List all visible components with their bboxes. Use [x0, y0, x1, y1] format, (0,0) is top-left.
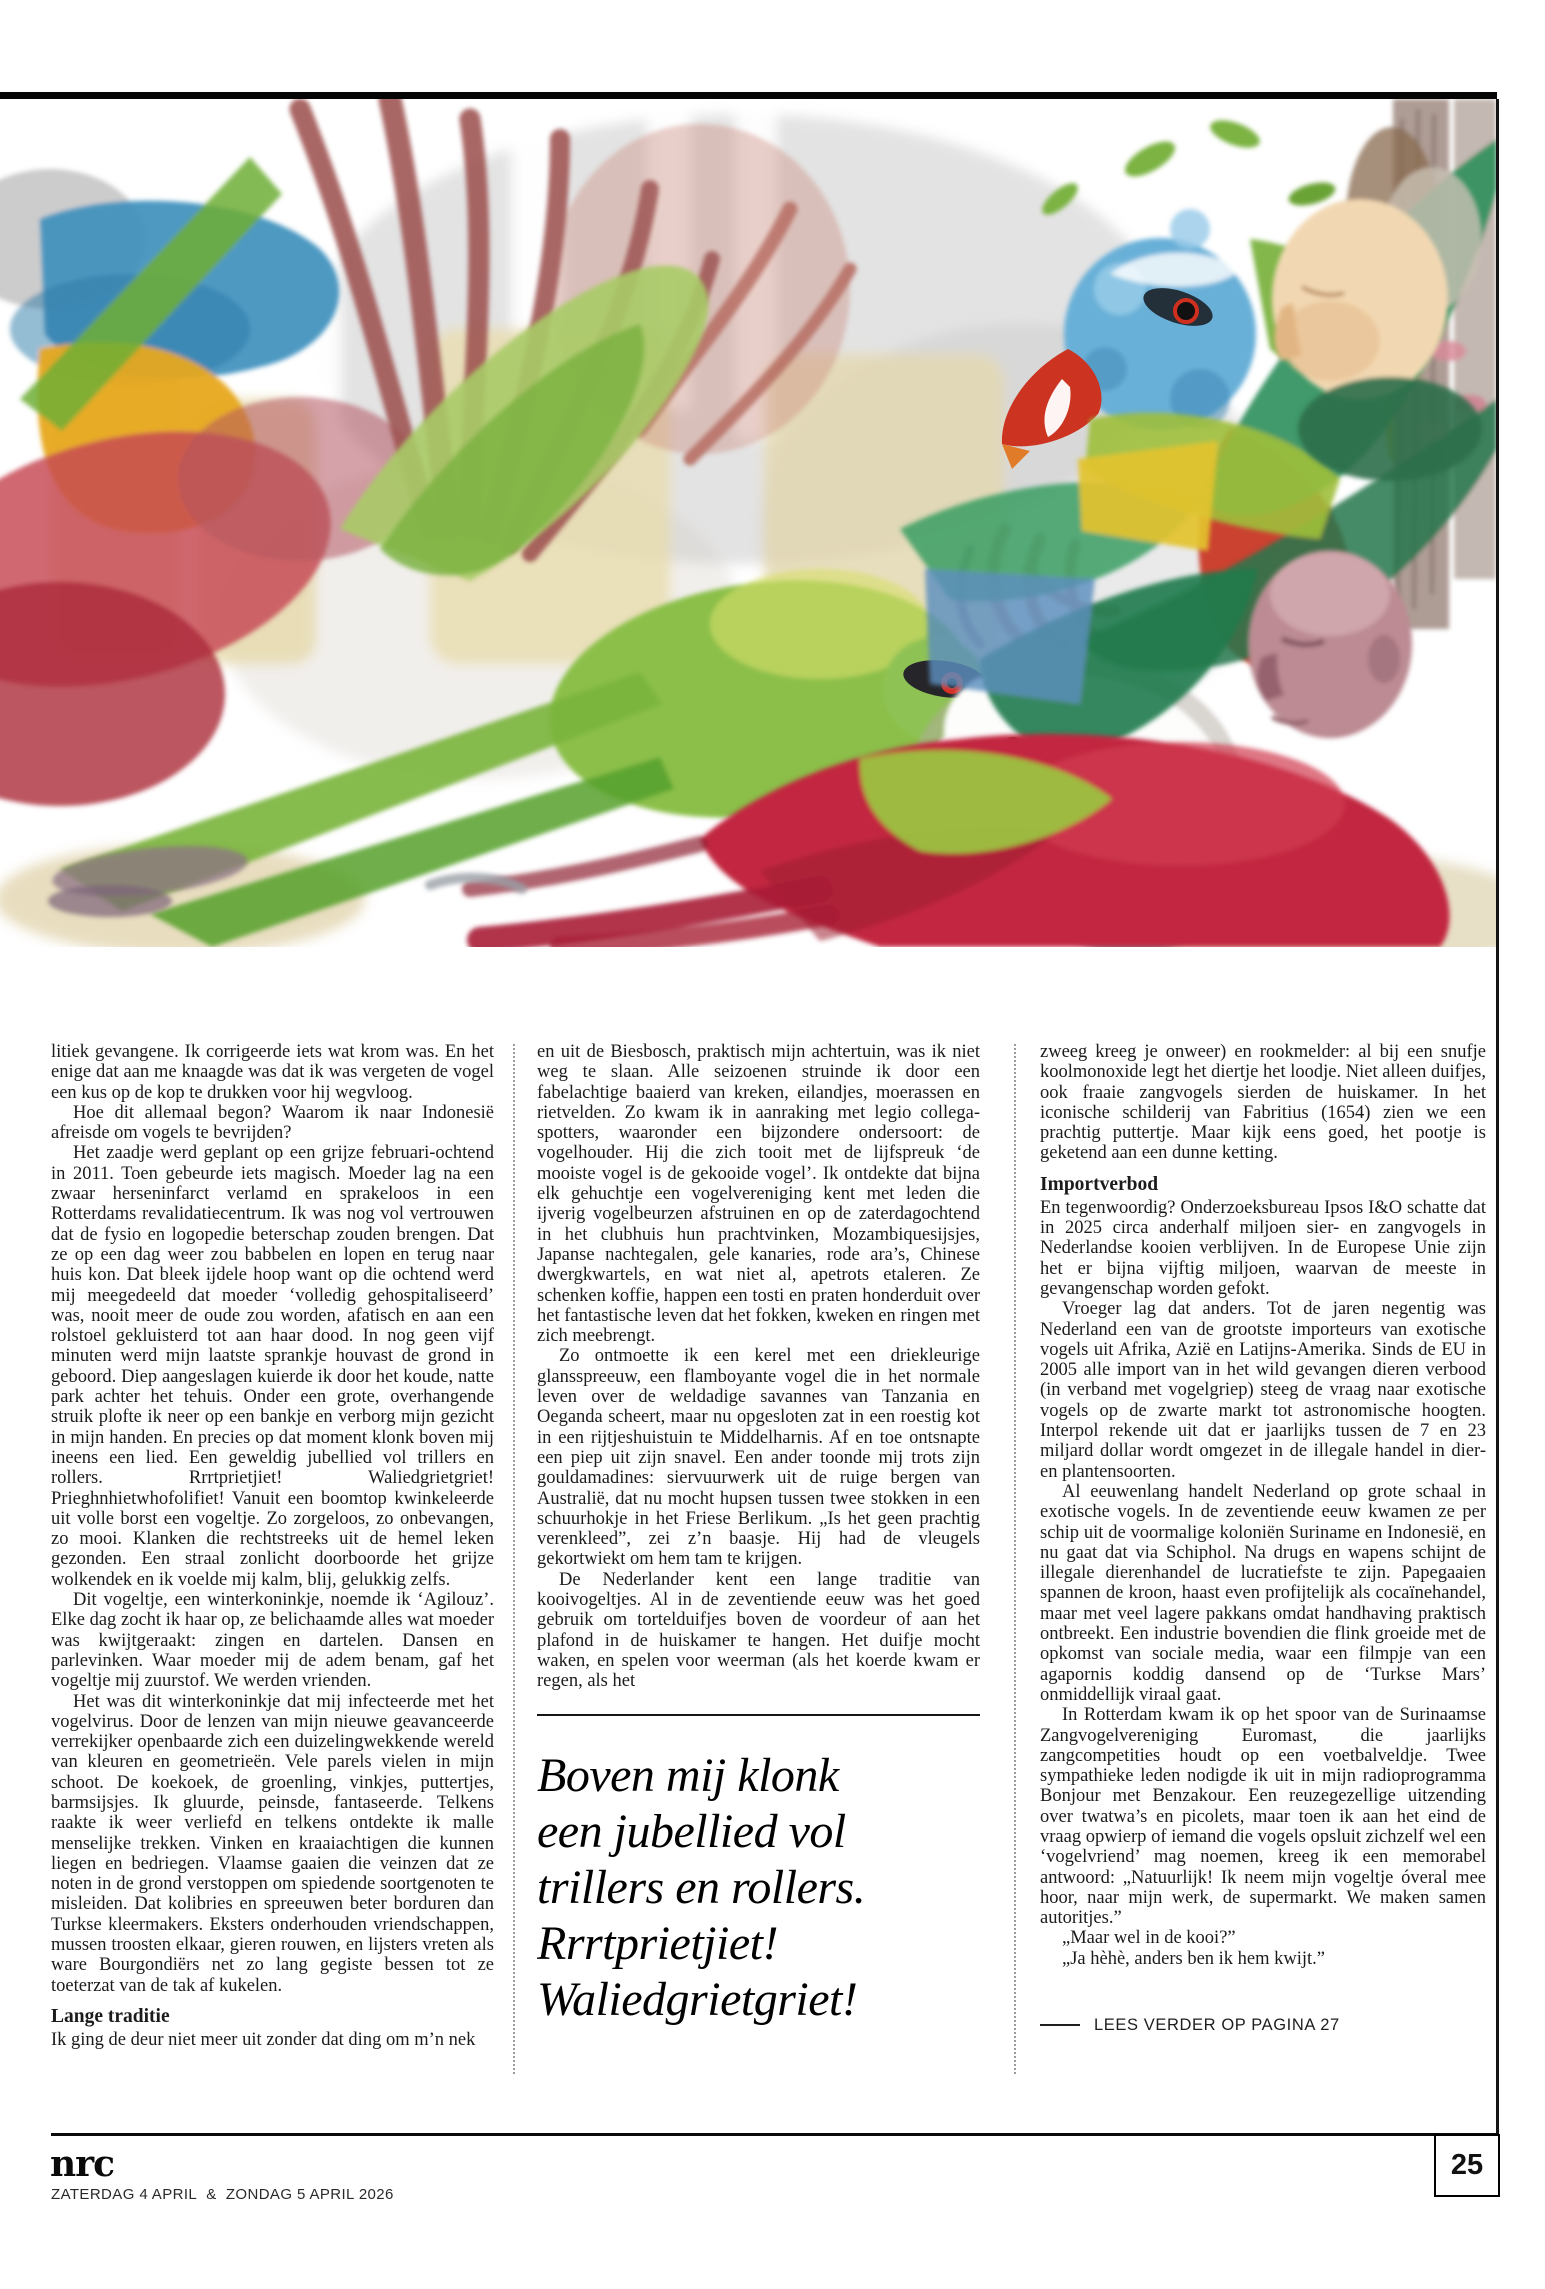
paragraph: Al eeuwenlang handelt Nederland op grote schaal in exotische vogels. In de zeventiende eeuw kwamen ze per schip uit de voormalige koloniën Suriname en Indonesië, en nu gaat dat via Schiphol. Na drugs en wapens schijnt de illegale dierenhandel de lucratiefste te zijn. Papegaaien spannen de kroon, haast even profijtelijk als cocaïnehandel, maar met veel lagere pakkans omdat handhaving praktisch ontbreekt. Een industrie bovendien die flink groeide met de opkomst van sociale media, waar een filmpje van een agapornis koddig dansend op de ‘Turkse Mars’ onmiddellijk viraal gaat. — [1040, 1481, 1486, 1705]
pull-quote-line: Rrrtprietjiet! — [537, 1916, 778, 1970]
bird-illustration — [0, 99, 1497, 947]
paragraph: Zo ontmoette ik een kerel met een driekleurige glansspreeuw, een flamboyante vogel die in het normale leven over de weldadige savannes van Tanzania en Oeganda scheert, maar nu opgesloten zat in een roestig kot in een rijtjeshuistuin te Middelharnis. Af en toe ontsnapte een piep uit zijn snavel. Een ander toonde mij trots zijn gouldamadines: siervuurwerk uit de ruige bergen van Australië, dat nu mocht hupsen tussen twee stokken in een schuurhokje in het Friese Berlikum. „Is het geen prachtig verenkleed”, zei z’n baasje. Hij had de vleugels gekortwiekt om hem tam te krijgen. — [537, 1346, 980, 1570]
page-number-box — [1434, 2134, 1500, 2197]
paragraph: „Maar wel in de kooi?” — [1062, 1928, 1236, 1949]
section-heading-lange-traditie: Lange traditie — [51, 2005, 170, 2027]
paragraph: Het zaadje werd geplant op een grijze februari-ochtend in 2011. Toen gebeurde iets magisch. Moeder lag na een zwaar herseninfarct verlamd en sprakeloos in een Rotterdams revalidatiecentrum. Ik was nog vol vertrouwen dat de fysio en logopedie beterschap zouden brengen. Dat ze op een dag weer zou babbelen en lopen en terug naar huis kon. Dat bleek ijdele hoop want op die ochtend werd mij meegedeeld dat moeder ‘volledig gehospitaliseerd’ was, nooit meer de oude zou worden, afatisch en aan een rolstoel gekluisterd tot aan haar dood. In nog geen vijf minuten werd mijn laatste sprankje houvast de grond in geboord. Diep aangeslagen kuierde ik door het koude, natte park achter het tehuis. Onder een grote, overhangende struik plofte ik neer op een bankje en verborg mijn gezicht in mijn handen. En precies op dat moment klonk boven mij ineens een lied. Een geweldig jubellied vol trillers en rollers. Rrrtprietjiet! Waliedgrietgriet! Prieghnhietwhofolifiet! Vanuit een boomtop kwinkeleerde uit volle borst een vogeltje. Zo zorgeloos, zo onbevangen, zo mooi. Klanken die rechtstreeks uit de hemel leken gezonden. Een straal zonlicht doorboorde het grijze wolkendek en ik voelde mij kalm, blij, gelukkig zelfs. — [51, 1143, 494, 1590]
paragraph: De Nederlander kent een lange traditie van kooivogeltjes. Al in de zeventiende eeuw was het goed gebruik om tortelduifjes boven de voordeur of aan het plafond in de huiskamer te hangen. Het duifje mocht waken, en spelen voor weerman (als het koerde kwam er regen, als het — [537, 1569, 980, 1692]
paragraph: Het was dit winterkoninkje dat mij infecteerde met het vogelvirus. Door de lenzen van mijn nieuwe geavanceerde verrekijker openbaarde zich een duizelingwekkende wereld van kleuren en geometrieën. Vele parels vielen in mijn schoot. De koekoek, de groenling, vinkjes, puttertjes, barmsijsjes. Ik gluurde, peinsde, fantaseerde. Telkens raakte ik weer verliefd en telkens ontdekte ik malle menselijke trekken. Vinken en kraaiachtigen die kunnen liegen en bedriegen. Vlaamse gaaien die veinzen dat ze noten in de grond verstoppen om spiedende soortgenoten te misleiden. Dat kolibries en spreeuwen beter borduren dan Turkse kleermakers. Eksters onderhouden vriendschappen, mussen troosten elkaar, gieren rouwen, en lijsters vreten als ware Bourgondiërs net zo lang gegiste bessen tot ze toeterzat van de tak af kukelen. — [51, 1691, 494, 1996]
article-column-2 — [537, 1042, 980, 2134]
continuation-notice — [1040, 2015, 1486, 2035]
bird-watercolor-svg — [0, 99, 1497, 947]
paragraph: Hoe dit allemaal begon? Waarom ik naar Indonesië afreisde om vogels te bevrijden? — [51, 1102, 494, 1144]
column-divider — [513, 1044, 515, 2074]
paragraph: litiek gevangene. Ik corrigeerde iets wat krom was. En het enige dat aan me knaagde was dat ik was vergeten de vogel een kus op de kop te drukken voor hij wegvloog. — [51, 1042, 494, 1103]
elderly-face — [1272, 167, 1482, 481]
footer-rule — [51, 2133, 1499, 2136]
edition-date: ZATERDAG 4 APRIL & ZONDAG 5 APRIL 2026 — [51, 2186, 394, 2203]
pull-quote-line: trillers en rollers. — [537, 1860, 866, 1914]
paragraph: En tegenwoordig? Onderzoeksbureau Ipsos I&O schatte dat in 2025 circa anderhalf miljoen sier- en zangvogels in Nederlandse kooien verblijven. In de Europese Unie zijn het er bijna vijftig miljoen, waarvan de meeste in gevangenschap worden gefokt. — [1040, 1197, 1486, 1299]
section-heading-importverbod: Importverbod — [1040, 1173, 1159, 1195]
page-number: 25 — [1450, 2149, 1484, 2181]
pull-quote-line: Waliedgrietgriet! — [537, 1972, 858, 2026]
article-column-3 — [1040, 1042, 1486, 2134]
pull-quote-rule — [537, 1714, 980, 1716]
paragraph: Ik ging de deur niet meer uit zonder dat ding om m’n nek — [51, 2029, 476, 2050]
paragraph: en uit de Biesbosch, praktisch mijn achtertuin, was ik niet weg te slaan. Alle seizoenen struinde ik door een fabelachtige baaierd van kreken, eilandjes, moerassen en rietvelden. Zo kwam ik in aanraking met legio collega-spotters, waaronder een bijzondere ondersoort: de vogelhouder. Hij die zich tooit met de lijfspreuk ‘de mooiste vogel is de gekooide vogel’. Ik ontdekte dat bijna elk gehuchtje een vogelvereniging kent met leden die ijverig vogelbeurzen afstruinen en op de zaterdagochtend in het clubhuis hun prachtvinken, Mozambiquesijsjes, Japanse nachtegalen, gele kanaries, rode ara’s, Chinese dwergkwartels, en wat niet al, apetrots etaleren. Ze schenken koffie, happen een tosti en praten honderduit over het fantastische leven dat het fokken, kweken en ringen met zich meebrengt. — [537, 1042, 980, 1347]
continuation-dash — [1040, 2024, 1080, 2026]
paragraph: zweeg kreeg je onweer) en rookmelder: al bij een snufje koolmonoxide legt het diertje het loodje. Niet alleen duifjes, ook fraaie zangvogels sierden de huiskamer. In het iconische schilderij van Fabritius (1654) zien we een prachtig puttertje. Maar kijk eens goed, het pootje is geketend aan een dunne ketting. — [1040, 1042, 1486, 1164]
top-rule — [0, 92, 1497, 99]
column-divider — [1014, 1044, 1016, 2074]
paragraph: Vroeger lag dat anders. Tot de jaren negentig was Nederland een van de grootste importeurs van exotische vogels uit Afrika, Azië en Latijns-Amerika. Sinds de EU in 2005 alle import van in het wild gevangen dieren verbood (in verband met vogelgriep) steeg de vraag naar exotische vogels op de zwarte markt tot astronomische hoogten. Interpol rekende uit dat er jaarlijks tussen de 7 en 23 miljard dollar wordt omgezet in de illegale handel in dier- en plantensoorten. — [1040, 1299, 1486, 1482]
sleeping-man-face — [1248, 550, 1412, 738]
paragraph: Dit vogeltje, een winterkoninkje, noemde ik ‘Agilouz’. Elke dag zocht ik haar op, ze belichaamde alles wat moeder was kwijtgeraakt: zingen en dartelen. Dansen en parlevinken. Waar moeder mij de adem benam, gaf het vogeltje mij zuurstof. We werden vrienden. — [51, 1590, 494, 1692]
article-column-1 — [51, 1042, 494, 2134]
pull-quote — [537, 1748, 980, 2028]
nrc-logo: nrc — [50, 2143, 115, 2185]
paragraph: In Rotterdam kwam ik op het spoor van de Surinaamse Zangvogelvereniging Euromast, die jaarlijks zangcompetities houdt op een voetbalveldje. Twee sympathieke leden nodigde ik uit in mijn radioprogramma Bonjour met Benzakour. Een reuzegezellige uitzending over twatwa’s en picolets, maar toen ik aan het eind de vraag opwierp of iemand die vogels opsluit zichzelf wel een ‘vogelvriend’ mag noemen, kreeg ik een memorabel antwoord: „Natuurlijk! Ik neem mijn vogeltje óveral mee hoor, naar mijn werk, de supermarkt. We maken samen autoritjes.” — [1040, 1705, 1486, 1929]
article-body — [51, 1042, 1499, 2134]
pull-quote-line: een jubellied vol — [537, 1804, 846, 1858]
continuation-label: LEES VERDER OP PAGINA 27 — [1094, 2016, 1340, 2035]
paragraph: „Ja hèhè, anders ben ik hem kwijt.” — [1062, 1948, 1326, 1969]
pull-quote-line: Boven mij klonk — [537, 1748, 839, 1802]
